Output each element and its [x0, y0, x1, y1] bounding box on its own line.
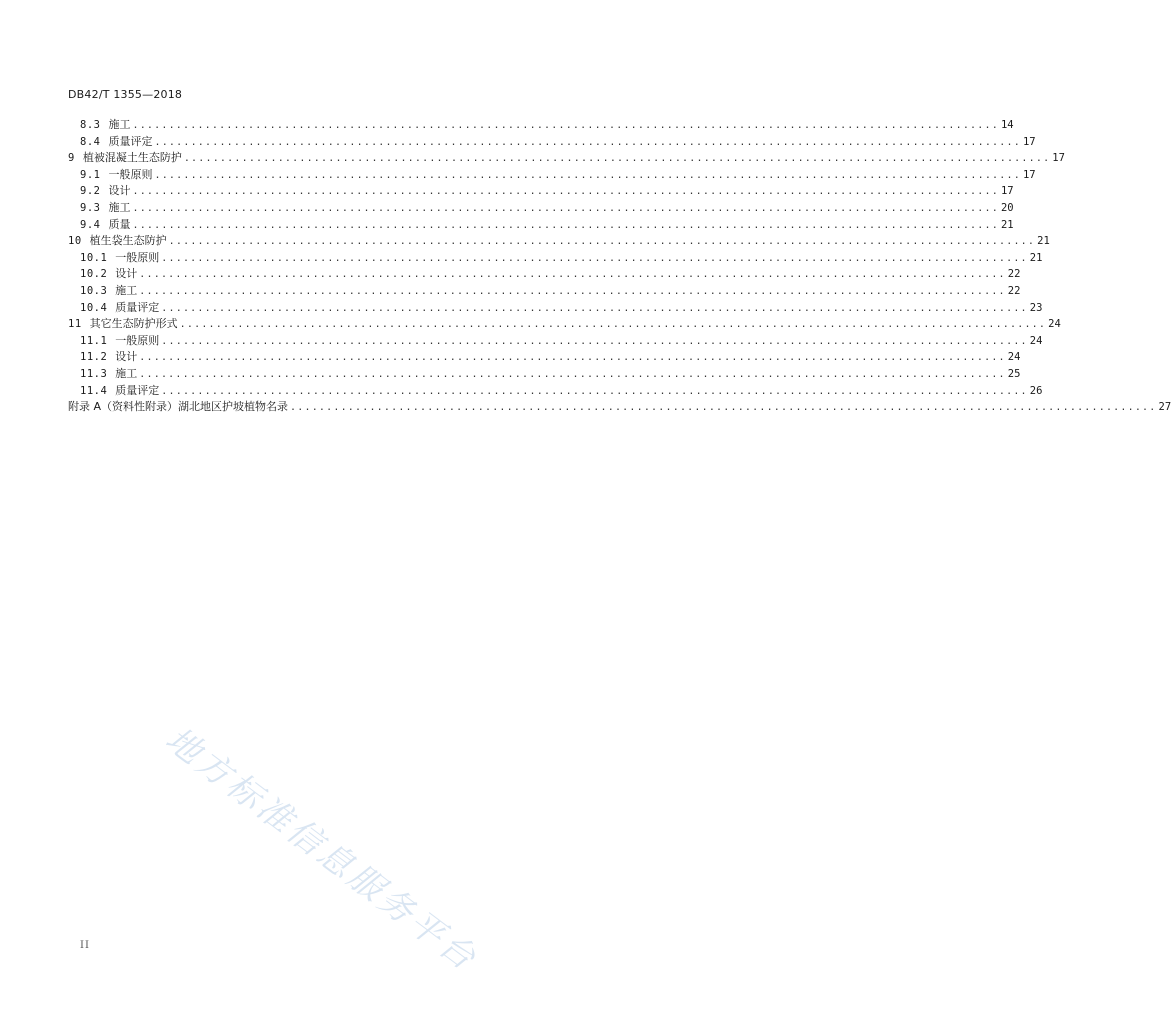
toc-entry-number: 8.3 — [80, 117, 100, 133]
toc-leader-dots: ........................................................................................................................ — [161, 384, 1027, 400]
toc-entry[interactable] — [80, 383, 632, 399]
toc-entry-title: 施工 — [107, 283, 137, 299]
toc-entry[interactable] — [80, 266, 632, 282]
toc-entry[interactable] — [80, 300, 632, 316]
toc-entry-page: 17 — [1023, 134, 1036, 150]
toc-leader-dots: ........................................................................................................................ — [132, 118, 998, 134]
toc-entry-page: 21 — [1030, 250, 1043, 266]
toc-entry-title: 植被混凝土生态防护 — [75, 150, 182, 166]
toc-leader-dots: ........................................................................................................................ — [132, 184, 998, 200]
toc-entry-page: 17 — [1023, 167, 1036, 183]
toc-leader-dots: ........................................................................................................................ — [139, 350, 1005, 366]
toc-entry[interactable] — [80, 333, 632, 349]
toc-entry-title: 植生袋生态防护 — [82, 233, 167, 249]
toc-entry-page: 17 — [1052, 150, 1065, 166]
toc-leader-dots: ........................................................................................................................ — [139, 367, 1005, 383]
toc-leader-dots: ........................................................................................................................ — [184, 151, 1050, 167]
toc-leader-dots: ........................................................................................................................ — [154, 135, 1020, 151]
toc-entry[interactable] — [68, 233, 632, 249]
toc-entry-number: 10.2 — [80, 266, 107, 282]
toc-entry[interactable] — [80, 134, 632, 150]
toc-leader-dots: ........................................................................................................................ — [161, 301, 1027, 317]
toc-entry-title: 质量评定 — [100, 134, 152, 150]
toc-entry-page: 21 — [1037, 233, 1050, 249]
toc-leader-dots: ........................................................................................................................ — [132, 218, 998, 234]
toc-entry[interactable] — [80, 283, 632, 299]
toc-leader-dots: ........................................................................................................................ — [290, 400, 1156, 416]
toc-entry-page: 24 — [1048, 316, 1061, 332]
toc-leader-dots: ........................................................................................................................ — [154, 168, 1020, 184]
watermark-text: 地方标准信息服务平台 — [157, 713, 554, 1029]
toc-entry-title: 施工 — [100, 200, 130, 216]
toc-entry-page: 20 — [1001, 200, 1014, 216]
toc-entry-number: 11.4 — [80, 383, 107, 399]
toc-entry-title: 附录 A（资料性附录）湖北地区护坡植物名录 — [68, 399, 288, 415]
toc-entry-number: 10.3 — [80, 283, 107, 299]
toc-entry[interactable] — [80, 366, 632, 382]
toc-entry-page: 25 — [1008, 366, 1021, 382]
toc-entry-number: 11.2 — [80, 349, 107, 365]
toc-entry[interactable] — [80, 200, 632, 216]
toc-leader-dots: ........................................................................................................................ — [139, 284, 1005, 300]
toc-leader-dots: ........................................................................................................................ — [169, 234, 1035, 250]
toc-entry-number: 10.1 — [80, 250, 107, 266]
toc-entry-number: 9 — [68, 150, 75, 166]
toc-entry-title: 施工 — [100, 117, 130, 133]
toc-entry-title: 其它生态防护形式 — [82, 316, 178, 332]
toc-entry-page: 14 — [1001, 117, 1014, 133]
toc-leader-dots: ........................................................................................................................ — [161, 251, 1027, 267]
toc-entry-title: 施工 — [107, 366, 137, 382]
toc-leader-dots: ........................................................................................................................ — [180, 317, 1046, 333]
toc-entry-page: 23 — [1030, 300, 1043, 316]
toc-entry[interactable] — [80, 217, 632, 233]
toc-entry-title: 设计 — [107, 266, 137, 282]
toc-entry[interactable] — [68, 316, 632, 332]
toc-entry-number: 9.3 — [80, 200, 100, 216]
toc-entry-page: 17 — [1001, 183, 1014, 199]
toc-entry[interactable] — [80, 349, 632, 365]
toc-entry-page: 26 — [1030, 383, 1043, 399]
toc-entry-number: 11.1 — [80, 333, 107, 349]
toc-entry[interactable] — [80, 250, 632, 266]
toc-entry-page: 24 — [1008, 349, 1021, 365]
toc-entry-number: 9.4 — [80, 217, 100, 233]
toc-entry-number: 9.2 — [80, 183, 100, 199]
toc-entry-title: 设计 — [107, 349, 137, 365]
toc-entry[interactable] — [68, 150, 632, 166]
toc-entry-number: 11 — [68, 316, 82, 332]
toc-entry-title: 一般原则 — [100, 167, 152, 183]
toc-entry-number: 10 — [68, 233, 82, 249]
toc-entry[interactable] — [80, 183, 632, 199]
toc-entry-title: 质量评定 — [107, 383, 159, 399]
toc-leader-dots: ........................................................................................................................ — [132, 201, 998, 217]
toc-entry-page: 21 — [1001, 217, 1014, 233]
toc-entry-title: 一般原则 — [107, 250, 159, 266]
toc-entry-title: 设计 — [100, 183, 130, 199]
standard-code-header: DB42/T 1355—2018 — [68, 88, 182, 101]
toc-entry-page: 27 — [1159, 399, 1171, 415]
toc-entry[interactable] — [80, 167, 632, 183]
toc-entry-number: 10.4 — [80, 300, 107, 316]
toc-entry-title: 质量 — [100, 217, 130, 233]
page-number-footer: II — [80, 940, 90, 951]
toc-entry-number: 9.1 — [80, 167, 100, 183]
toc-entry-title: 质量评定 — [107, 300, 159, 316]
toc-entry[interactable] — [68, 399, 632, 415]
toc-entry-number: 11.3 — [80, 366, 107, 382]
toc-leader-dots: ........................................................................................................................ — [161, 334, 1027, 350]
toc-entry-page: 24 — [1030, 333, 1043, 349]
toc-entry-number: 8.4 — [80, 134, 100, 150]
toc-leader-dots: ........................................................................................................................ — [139, 267, 1005, 283]
toc-entry-page: 22 — [1008, 283, 1021, 299]
toc-entry-title: 一般原则 — [107, 333, 159, 349]
toc-entry[interactable] — [80, 117, 632, 133]
toc-entry-page: 22 — [1008, 266, 1021, 282]
